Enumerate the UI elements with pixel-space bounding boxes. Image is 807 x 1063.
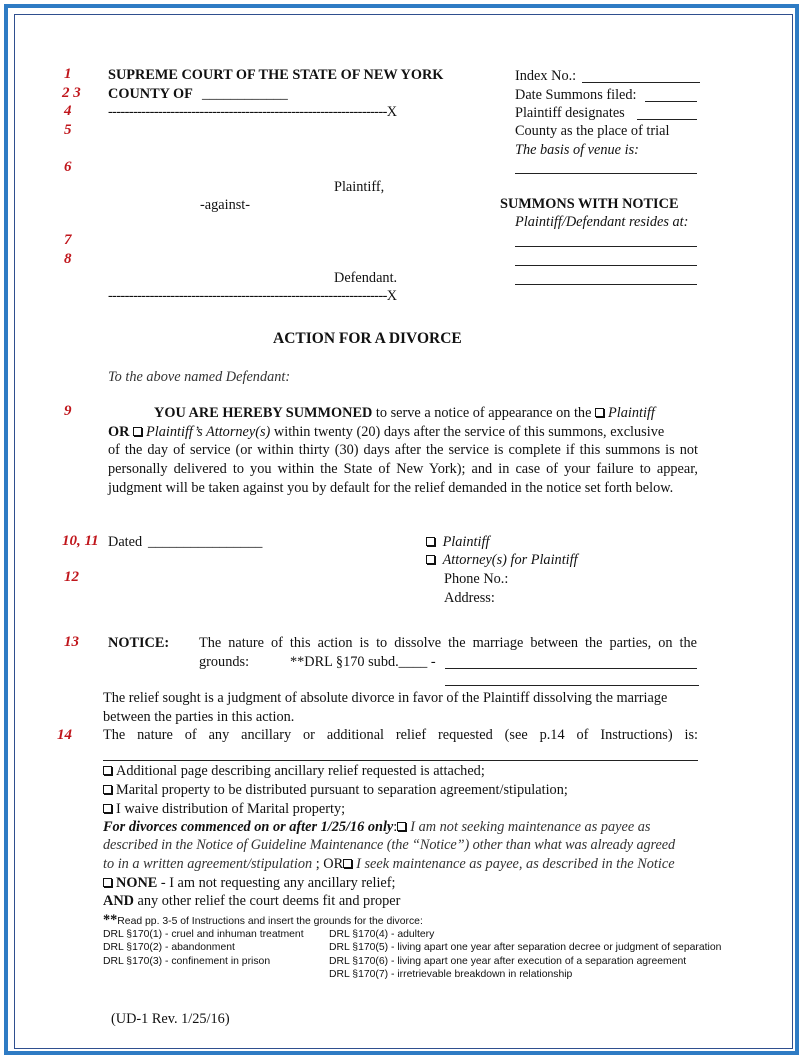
checkbox-summons-plaintiff[interactable] bbox=[595, 408, 604, 417]
resides-at-label: Plaintiff/Defendant resides at: bbox=[515, 214, 689, 230]
index-no-label: Index No.: bbox=[515, 68, 577, 84]
county-label: COUNTY OF bbox=[108, 86, 193, 102]
form-id: (UD-1 Rev. 1/25/16) bbox=[111, 1011, 230, 1027]
checkbox-marital-property[interactable] bbox=[103, 785, 112, 794]
caption-dashline-top: -------------------------------------------------------------------X bbox=[108, 104, 397, 120]
action-heading: ACTION FOR A DIVORCE bbox=[273, 330, 462, 347]
check-none bbox=[103, 875, 396, 892]
maintenance-line-3 bbox=[103, 856, 675, 873]
relief-line-3: The nature of any ancillary or additional relief requested (see p.14 of Instructions) is: bbox=[103, 727, 698, 743]
instruction-number-2-3: 2 3 bbox=[62, 85, 81, 101]
footnote-ground-7: DRL §170(7) - irretrievable breakdown in relationship bbox=[329, 969, 573, 980]
check-marital-property-text: Marital property to be distributed pursuant to separation agreement/stipulation; bbox=[116, 782, 568, 798]
dated-blank: ________________ bbox=[148, 534, 263, 550]
dated-label: Dated bbox=[108, 534, 143, 550]
court-name: SUPREME COURT OF THE STATE OF NEW YORK bbox=[108, 67, 444, 83]
summons-l1-rest: to serve a notice of appearance on the bbox=[372, 405, 592, 421]
resides-line-3 bbox=[515, 284, 697, 285]
check-marital-property bbox=[103, 782, 568, 799]
dated-plaintiff-option bbox=[426, 534, 489, 551]
dated-attorney-option bbox=[426, 552, 578, 569]
instruction-number-4: 4 bbox=[64, 103, 72, 119]
footnote-intro bbox=[103, 911, 423, 929]
summoned-bold: YOU ARE HEREBY SUMMONED bbox=[154, 405, 373, 421]
caption-dashline-bottom: -------------------------------------------------------------------X bbox=[108, 288, 397, 304]
against-label: -against- bbox=[200, 197, 251, 213]
relief-line-2: between the parties in this action. bbox=[103, 709, 295, 725]
plaintiff-designates-line bbox=[637, 119, 697, 120]
plaintiff-label: Plaintiff, bbox=[334, 179, 385, 195]
index-no-line bbox=[582, 82, 700, 83]
dated-attorney-text: Attorney(s) for Plaintiff bbox=[442, 552, 578, 568]
instruction-number-13: 13 bbox=[64, 634, 79, 650]
instruction-number-8: 8 bbox=[64, 251, 72, 267]
maintenance-agreement: to in a written agreement/stipulation bbox=[103, 856, 313, 872]
plaintiff-designates-label: Plaintiff designates bbox=[515, 105, 625, 121]
checkbox-none[interactable] bbox=[103, 878, 112, 887]
and-bold: AND bbox=[103, 893, 134, 909]
summons-line-2 bbox=[108, 424, 664, 441]
and-rest: any other relief the court deems fit and proper bbox=[133, 893, 401, 909]
notice-line-1: The nature of this action is to dissolve the marriage between the parties, on the bbox=[199, 635, 697, 651]
maintenance-line-2: described in the Notice of Guideline Maintenance (the “Notice”) other than what was already agreed bbox=[103, 837, 676, 853]
instruction-number-7: 7 bbox=[64, 232, 72, 248]
maintenance-or: ; OR bbox=[312, 856, 344, 872]
county-trial-label: County as the place of trial bbox=[515, 123, 670, 139]
grounds-line-2 bbox=[445, 685, 699, 686]
checkbox-seek-maintenance[interactable] bbox=[343, 859, 352, 868]
summons-line-3: of the day of service (or within thirty (30) days after the service is complete if this summons is not bbox=[108, 442, 698, 458]
instruction-number-12: 12 bbox=[64, 569, 79, 585]
relief-line-1: The relief sought is a judgment of absolute divorce in favor of the Plaintiff dissolving the marriage bbox=[103, 690, 668, 706]
checkbox-not-seeking-maintenance[interactable] bbox=[397, 822, 406, 831]
dated-plaintiff-text: Plaintiff bbox=[442, 534, 490, 550]
resides-line-1 bbox=[515, 246, 697, 247]
none-bold: NONE bbox=[116, 875, 158, 891]
checkbox-dated-attorney[interactable] bbox=[426, 555, 435, 564]
footnote-asterisks: ** bbox=[103, 912, 118, 928]
summons-line-1 bbox=[154, 405, 655, 422]
summons-with-notice-title: SUMMONS WITH NOTICE bbox=[500, 196, 679, 212]
notice-label: NOTICE: bbox=[108, 635, 170, 651]
checkbox-summons-attorney[interactable] bbox=[133, 427, 142, 436]
basis-venue-line bbox=[515, 173, 697, 174]
footnote-ground-5: DRL §170(5) - living apart one year after separation decree or judgment of separation bbox=[329, 942, 722, 953]
notice-drl: **DRL §170 subd.____ - bbox=[290, 654, 436, 670]
summons-attorney-option: Plaintiff’s Attorney(s) bbox=[146, 424, 271, 440]
grounds-line-1 bbox=[445, 668, 697, 669]
instruction-number-10-11: 10, 11 bbox=[62, 533, 99, 549]
checkbox-waive[interactable] bbox=[103, 804, 112, 813]
instruction-number-9: 9 bbox=[64, 403, 72, 419]
summons-line-4: personally delivered to you within the State of New York); and in case of your failure to appear, bbox=[108, 461, 698, 477]
date-filed-line bbox=[645, 101, 697, 102]
checkbox-additional-page[interactable] bbox=[103, 766, 112, 775]
county-blank: ____________ bbox=[202, 86, 288, 102]
to-defendant-label: To the above named Defendant: bbox=[108, 369, 291, 385]
summons-line-5: judgment will be taken against you by default for the relief demanded in the notice set forth below. bbox=[108, 480, 674, 496]
check-waive bbox=[103, 801, 345, 818]
check-additional-page bbox=[103, 763, 485, 780]
instruction-number-6: 6 bbox=[64, 159, 72, 175]
maintenance-line-1 bbox=[103, 819, 650, 836]
footnote-ground-4: DRL §170(4) - adultery bbox=[329, 929, 435, 940]
footnote-ground-3: DRL §170(3) - confinement in prison bbox=[103, 956, 271, 967]
basis-venue-label: The basis of venue is: bbox=[515, 142, 639, 158]
summons-plaintiff-option: Plaintiff bbox=[608, 405, 655, 421]
date-filed-label: Date Summons filed: bbox=[515, 87, 637, 103]
resides-line-2 bbox=[515, 265, 697, 266]
checkbox-dated-plaintiff[interactable] bbox=[426, 537, 435, 546]
summons-l2-rest: within twenty (20) days after the service of this summons, exclusive bbox=[270, 424, 665, 440]
maintenance-colon: : bbox=[393, 819, 398, 835]
footnote-ground-2: DRL §170(2) - abandonment bbox=[103, 942, 235, 953]
notice-grounds-label: grounds: bbox=[199, 654, 250, 670]
check-waive-text: I waive distribution of Marital property; bbox=[116, 801, 346, 817]
maintenance-not-seeking: I am not seeking maintenance as payee as bbox=[410, 819, 651, 835]
ancillary-relief-line bbox=[103, 760, 698, 761]
instruction-number-5: 5 bbox=[64, 122, 72, 138]
instruction-number-1: 1 bbox=[64, 66, 72, 82]
address-label: Address: bbox=[444, 590, 495, 606]
footnote-text: Read pp. 3-5 of Instructions and insert the grounds for the divorce: bbox=[117, 916, 423, 927]
none-rest: - I am not requesting any ancillary relief; bbox=[157, 875, 396, 891]
maintenance-seek: I seek maintenance as payee, as described in the Notice bbox=[356, 856, 675, 872]
footnote-ground-1: DRL §170(1) - cruel and inhuman treatment bbox=[103, 929, 304, 940]
maintenance-lead: For divorces commenced on or after 1/25/16 only bbox=[103, 819, 394, 835]
check-additional-page-text: Additional page describing ancillary relief requested is attached; bbox=[116, 763, 485, 779]
phone-label: Phone No.: bbox=[444, 571, 509, 587]
defendant-label: Defendant. bbox=[334, 270, 398, 286]
summons-or: OR bbox=[108, 424, 130, 440]
and-other-relief bbox=[103, 893, 400, 910]
instruction-number-14: 14 bbox=[57, 727, 72, 743]
footnote-ground-6: DRL §170(6) - living apart one year after execution of a separation agreement bbox=[329, 956, 687, 967]
